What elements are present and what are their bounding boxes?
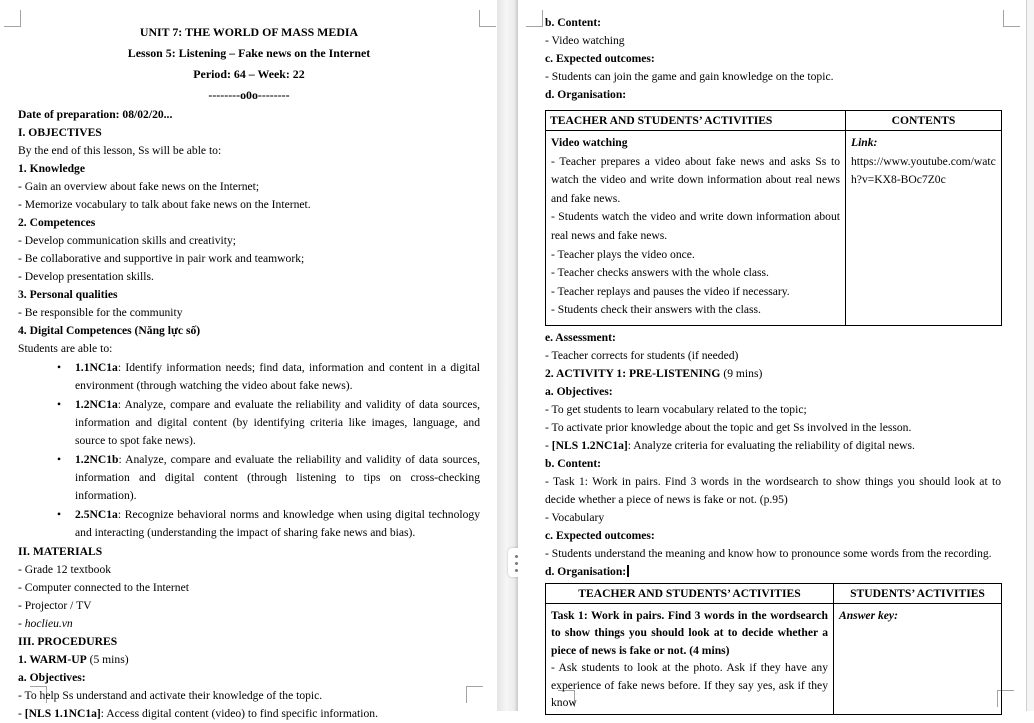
activity1-objective: - To get students to learn vocabulary related to the topic;	[545, 403, 807, 416]
content-heading: b. Content:	[545, 16, 602, 29]
personal-qualities-item: - Be responsible for the community	[18, 306, 183, 319]
content-item: - Video watching	[545, 34, 625, 47]
materials-item: - Grade 12 textbook	[18, 563, 112, 576]
table-row	[546, 131, 1002, 326]
page-2-text	[545, 14, 1001, 715]
materials-item: - Computer connected to the Internet	[18, 581, 189, 594]
table-header-row	[546, 584, 1002, 604]
students-activities-header: STUDENTS’ ACTIVITIES	[834, 584, 1002, 604]
competence-code: 2.5NC1a	[75, 508, 118, 521]
expected-outcomes-item: - Students can join the game and gain knowledge on the topic.	[545, 70, 834, 83]
activity1-organisation-heading	[545, 563, 1001, 581]
activity1-objective: - To activate prior knowledge about the topic and get Ss involved in the lesson.	[545, 421, 912, 434]
competence-text: : Analyze, compare and evaluate the reliability and validity of data sources, information and digital content (by identifying criteria like images, language, and source to spot fake news).	[75, 398, 480, 447]
activity1-outcomes-item: - Students understand the meaning and know how to pronounce some words from the recording.	[545, 547, 992, 560]
contents-header: CONTENTS	[846, 111, 1002, 131]
activity1-content-heading: b. Content:	[545, 457, 602, 470]
warmup-duration: (5 mins)	[86, 653, 129, 666]
activity1-duration: (9 mins)	[720, 367, 763, 380]
nls-code: [NLS 1.1NC1a]	[24, 707, 101, 720]
page-gutter	[497, 0, 518, 711]
materials-website-link: - hoclieu.vn	[18, 617, 73, 630]
activity-step: - Teacher prepares a video about fake news and asks Ss to watch the video and write down information about real news and fake news.	[551, 154, 840, 205]
warmup-organisation-table	[545, 110, 1002, 326]
youtube-link[interactable]: https://www.youtube.com/watch?v=KX8-BOc7Z0c	[851, 154, 996, 187]
competence-text: : Identify information needs; find data, information and content in a digital environment (through watching the video about fake news).	[75, 361, 480, 392]
competence-code: 1.2NC1a	[75, 398, 118, 411]
activity-step: - Teacher plays the video once.	[551, 247, 695, 261]
activity1-nls-line	[545, 437, 1001, 455]
competence-code: 1.1NC1a	[75, 361, 118, 374]
competence-text: : Recognize behavioral norms and knowledge when using digital technology and interacting (understanding the impact of sharing fake news and bias).	[75, 508, 480, 539]
knowledge-item: - Memorize vocabulary to talk about fake news on the Internet.	[18, 198, 311, 211]
crop-mark	[479, 10, 496, 27]
contents-cell	[846, 131, 1002, 326]
activity-step: - Teacher replays and pauses the video if necessary.	[551, 284, 790, 298]
knowledge-item: - Gain an overview about fake news on the Internet;	[18, 180, 260, 193]
knowledge-heading: 1. Knowledge	[18, 162, 85, 175]
warmup-objective: - To help Ss understand and activate their knowledge of the topic.	[18, 689, 323, 702]
assessment-heading: e. Assessment:	[545, 331, 616, 344]
table-row	[546, 604, 1002, 715]
digital-competence-item	[18, 396, 480, 450]
ooo-divider: --------o0o--------	[208, 88, 290, 102]
objectives-heading: I. OBJECTIVES	[18, 126, 102, 139]
activity1-organisation-table	[545, 583, 1002, 715]
materials-item: - Projector / TV	[18, 599, 92, 612]
task-step: - Ask students to look at the photo. Ask if they have any experience of fake news before. If they say yes, ask if they know	[551, 661, 828, 710]
activity-step: - Students check their answers with the class.	[551, 303, 761, 317]
warmup-nls-line	[18, 705, 480, 723]
activity1-heading	[545, 365, 1001, 383]
activity1-objectives-heading: a. Objectives:	[545, 385, 613, 398]
nls-dash: -	[18, 707, 25, 720]
nls-dash: -	[545, 439, 552, 452]
competences-heading: 2. Competences	[18, 216, 96, 229]
warmup-heading	[18, 651, 480, 669]
expected-outcomes-heading: c. Expected outcomes:	[545, 52, 655, 65]
competence-text: : Analyze, compare and evaluate the reliability and validity of data sources, information and digital content (through listening to tips on cross-checking information).	[75, 453, 480, 502]
date-of-preparation: Date of preparation: 08/02/20...	[18, 108, 173, 121]
digital-competences-intro: Students are able to:	[18, 342, 113, 355]
lesson-title: Lesson 5: Listening – Fake news on the Internet	[127, 46, 371, 60]
answer-key-cell	[834, 604, 1002, 715]
competence-code: 1.2NC1b	[75, 453, 119, 466]
unit-title: UNIT 7: THE WORLD OF MASS MEDIA	[139, 25, 359, 39]
answer-key-label: Answer key:	[839, 609, 898, 622]
page-1	[0, 0, 497, 720]
digital-competences-heading: 4. Digital Competences (Năng lực số)	[18, 324, 201, 337]
crop-mark	[526, 10, 543, 27]
right-edge-strip	[1026, 0, 1034, 711]
activity1-outcomes-heading: c. Expected outcomes:	[545, 529, 655, 542]
personal-qualities-heading: 3. Personal qualities	[18, 288, 118, 301]
teacher-activities-header: TEACHER AND STUDENTS’ ACTIVITIES	[546, 584, 834, 604]
procedures-heading: III. PROCEDURES	[18, 635, 118, 648]
digital-competence-item	[18, 506, 480, 542]
teacher-activities-cell	[546, 131, 846, 326]
page-2	[518, 0, 1026, 711]
competences-item: - Be collaborative and supportive in pair work and teamwork;	[18, 252, 305, 265]
assessment-item: - Teacher corrects for students (if needed)	[545, 349, 739, 362]
competences-item: - Develop communication skills and creativity;	[18, 234, 236, 247]
page-1-text	[18, 22, 480, 723]
crop-mark	[1003, 10, 1020, 27]
period-week-line: Period: 64 – Week: 22	[193, 67, 305, 81]
warmup-title: 1. WARM-UP	[18, 653, 87, 666]
table-header-row	[546, 111, 1002, 131]
activity1-content-item: - Vocabulary	[545, 511, 605, 524]
competences-item: - Develop presentation skills.	[18, 270, 154, 283]
activity1-title: 2. ACTIVITY 1: PRE-LISTENING	[545, 367, 721, 380]
organisation-heading: d. Organisation:	[545, 88, 627, 101]
task-cell	[546, 604, 834, 715]
digital-competence-item	[18, 359, 480, 395]
objectives-intro: By the end of this lesson, Ss will be able to:	[18, 144, 222, 157]
warmup-objectives-heading: a. Objectives:	[18, 671, 86, 684]
activity-title: Video watching	[551, 136, 628, 149]
nls-text: : Access digital content (video) to find specific information.	[100, 707, 378, 720]
teacher-activities-header: TEACHER AND STUDENTS’ ACTIVITIES	[546, 111, 846, 131]
activity1-content-item: - Task 1: Work in pairs. Find 3 words in the wordsearch to show things you should look at to decide whether a piece of news is fake or not. (p.95)	[545, 475, 1001, 506]
text-cursor	[627, 565, 629, 577]
activity-step: - Students watch the video and write down information about real news and fake news.	[551, 210, 840, 242]
nls-code: [NLS 1.2NC1a]	[551, 439, 628, 452]
task-title: Task 1: Work in pairs. Find 3 words in the wordsearch to show things you should look at to decide whether a piece of news is fake or not. (4 mins)	[551, 609, 828, 657]
activity-step: - Teacher checks answers with the whole class.	[551, 266, 769, 280]
materials-heading: II. MATERIALS	[18, 545, 103, 558]
link-label: Link:	[851, 136, 878, 149]
nls-text: : Analyze criteria for evaluating the reliability of digital news.	[627, 439, 915, 452]
organisation-label: d. Organisation:	[545, 565, 627, 578]
digital-competence-item	[18, 451, 480, 505]
